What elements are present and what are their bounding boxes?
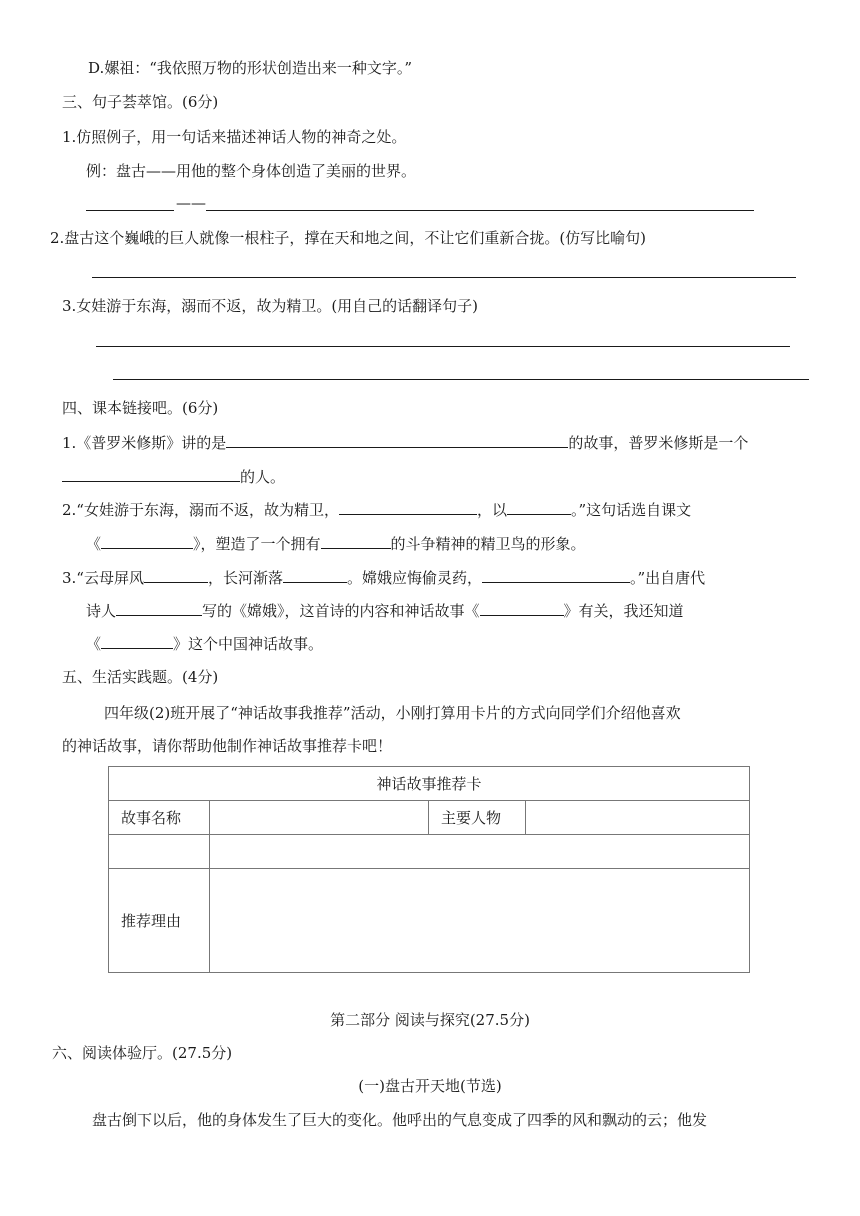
fill-blank[interactable] [482,567,630,583]
sec4-q1-line1 [62,432,748,453]
sec4-q3-text-f: 写的《嫦娥》，这首诗的内容和神话故事《 [202,602,480,620]
answer-line[interactable] [86,210,174,211]
fill-blank[interactable] [321,533,391,549]
sec4-q2-text-c: 。”这句话选自课文 [571,501,692,519]
sec3-q3: 3.女娃游于东海，溺而不返，故为精卫。(用自己的话翻译句子) [62,297,479,315]
main-character-field[interactable] [526,801,750,835]
sec4-q3-text-i: 》这个中国神话故事。 [173,635,324,653]
sec4-q1-text-b: 的故事，普罗米修斯是一个 [568,434,749,452]
sec4-q3-text-e: 诗人 [86,602,117,620]
section-3-title: 三、句子荟萃馆。(6分) [62,93,219,111]
fill-blank[interactable] [101,533,193,549]
sec4-q3-text-c: 。嫦娥应悔偷灵药， [347,569,483,587]
sec4-q3-text-g: 》有关，我还知道 [563,602,684,620]
story-name-label: 故事名称 [109,801,210,835]
sec5-paragraph-line1: 四年级(2)班开展了“神话故事我推荐”活动，小刚打算用卡片的方式向同学们介绍他喜欢 [104,704,681,722]
answer-line[interactable] [96,346,790,347]
sec4-q3-line3 [86,633,323,654]
sec4-q2-text-f: 的斗争精神的精卫鸟的形象。 [390,535,586,553]
option-d: D.嫘祖：“我依照万物的形状创造出来一种文字。” [88,59,413,77]
sec4-q2-line2 [86,533,586,554]
fill-blank[interactable] [480,600,564,616]
fill-blank[interactable] [116,600,202,616]
section-5-title: 五、生活实践题。(4分) [62,668,219,686]
answer-line[interactable] [92,277,796,278]
sec3-q1-dash: —— [176,194,206,212]
sec4-q1-text-a: 1.《普罗米修斯》讲的是 [62,434,227,452]
fill-blank[interactable] [144,567,208,583]
part-2-title: 第二部分 阅读与探究(27.5分) [330,1011,530,1029]
sec4-q2-text-b: ，以 [476,501,507,519]
section-6-title: 六、阅读体验厅。(27.5分) [52,1044,233,1062]
fill-blank[interactable] [101,633,173,649]
fill-blank[interactable] [226,432,568,448]
fill-blank[interactable] [339,499,477,515]
reason-label: 推荐理由 [109,869,210,973]
sec4-q2-text-e: 》，塑造了一个拥有 [193,535,321,553]
sec4-q2-line1 [62,499,691,520]
sec4-q2-text-a: 2.“女娃游于东海，溺而不返，故为精卫， [62,501,339,519]
recommendation-card [108,766,750,973]
sec4-q2-text-d: 《 [86,535,102,553]
sec4-q1-text-c: 的人。 [240,468,286,486]
main-character-label: 主要人物 [429,801,526,835]
answer-line[interactable] [206,210,754,211]
sec4-q3-text-a: 3.“云母屏风 [62,569,144,587]
sec4-q3-text-d: 。”出自唐代 [630,569,706,587]
sec3-q2: 2.盘古这个巍峨的巨人就像一根柱子，撑在天和地之间，不让它们重新合拢。(仿写比喻句) [50,229,647,247]
sec3-q1: 1.仿照例子，用一句话来描述神话人物的神奇之处。 [62,128,407,146]
fill-blank[interactable] [62,466,240,482]
empty-label-cell [109,835,210,869]
section-4-title: 四、课本链接吧。(6分) [62,399,219,417]
reason-field[interactable] [210,869,750,973]
sec4-q3-text-h: 《 [86,635,102,653]
fill-blank[interactable] [283,567,347,583]
card-title: 神话故事推荐卡 [109,767,750,801]
passage-title: (一)盘古开天地(节选) [358,1077,502,1095]
sec3-q1-example: 例：盘古——用他的整个身体创造了美丽的世界。 [86,162,417,180]
sec4-q3-line2 [86,600,684,621]
empty-field-cell[interactable] [210,835,750,869]
story-name-field[interactable] [210,801,429,835]
fill-blank[interactable] [507,499,571,515]
sec4-q3-line1 [62,567,705,588]
passage-line-1: 盘古倒下以后，他的身体发生了巨大的变化。他呼出的气息变成了四季的风和飘动的云；他发 [92,1111,708,1129]
sec4-q3-text-b: ，长河渐落 [207,569,283,587]
sec5-paragraph-line2: 的神话故事，请你帮助他制作神话故事推荐卡吧！ [62,737,393,755]
answer-line[interactable] [113,379,809,380]
sec4-q1-line2 [62,466,285,487]
